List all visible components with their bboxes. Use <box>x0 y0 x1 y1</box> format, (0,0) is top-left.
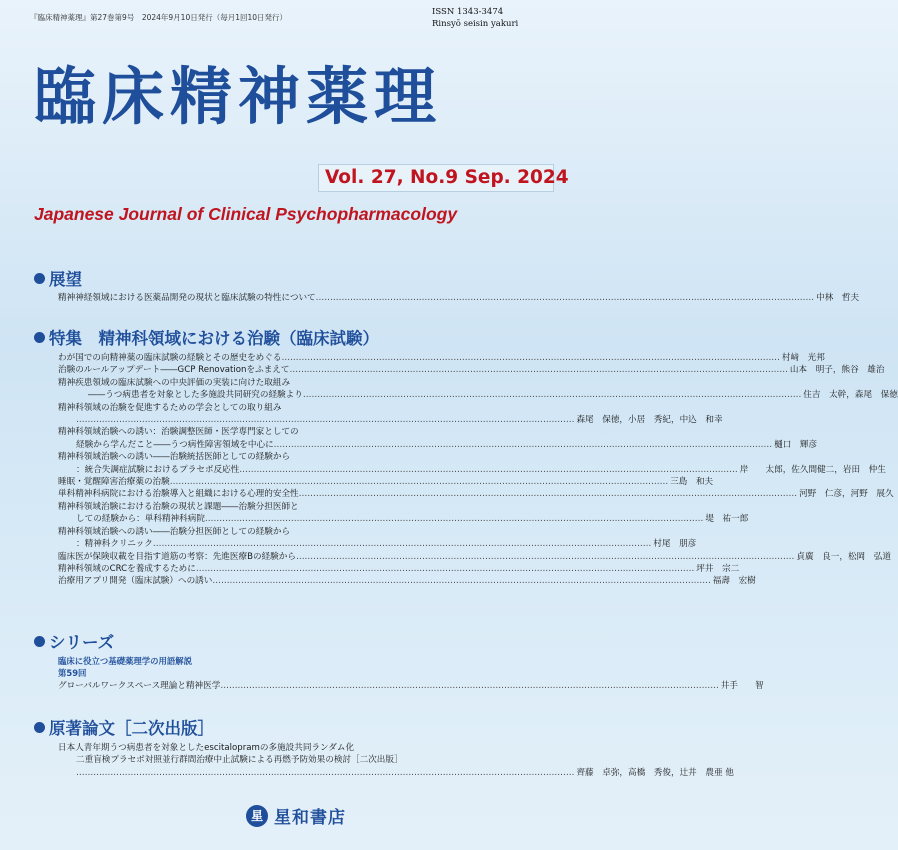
dot-leader <box>76 414 574 426</box>
entry-authors: 貞廣 良一，松岡 弘道 <box>796 551 891 562</box>
toc-entry <box>58 513 749 525</box>
toc-entry <box>58 538 697 550</box>
section-heading-tokushu: 特集 精神科領域における治験（臨床試験） <box>34 325 379 349</box>
dot-leader <box>205 513 703 525</box>
toc-entry <box>58 414 723 426</box>
toc-entry <box>58 563 740 575</box>
dot-leader <box>316 292 814 304</box>
entry-title: 精神科領域治験への誘い――治験分担医師としての経験から <box>58 526 291 537</box>
dot-leader <box>239 464 737 476</box>
entry-title: ――うつ病患者を対象とした多施設共同研究の経験より <box>88 390 303 401</box>
seiwa-logo-icon: 星 <box>246 805 268 827</box>
entry-title: 精神科領域のCRCを養成するために <box>58 563 196 574</box>
issn-block <box>432 6 518 30</box>
series-list <box>58 680 764 692</box>
toc-entry <box>58 754 528 766</box>
toc-entry <box>58 742 528 754</box>
entry-authors: 森尾 保徳，小居 秀紀，中込 和幸 <box>576 415 723 426</box>
toc-entry <box>58 551 891 563</box>
entry-authors: 福壽 宏樹 <box>712 576 756 587</box>
issn: ISSN 1343-3474 <box>432 7 504 17</box>
dot-leader <box>76 767 574 779</box>
dot-leader <box>212 575 710 587</box>
dot-leader <box>289 364 787 376</box>
entry-authors: 堤 祐一郎 <box>705 514 749 525</box>
dot-leader <box>170 476 668 488</box>
entry-title: 精神疾患領域の臨床試験への中央評価の実装に向けた取組み <box>58 377 291 388</box>
dot-leader <box>281 352 779 364</box>
entry-title: わが国での向精神薬の臨床試験の経験とその歴史をめぐる <box>58 353 282 363</box>
tokushu-list <box>58 352 898 588</box>
entry-title: 二重盲検プラセボ対照並行群間治療中止試験による再燃予防効果の検討［二次出版］ <box>76 755 403 766</box>
toc-entry <box>58 526 528 538</box>
entry-authors: 三島 和夫 <box>670 477 714 488</box>
toc-entry <box>58 389 898 401</box>
toc-entry <box>58 575 756 587</box>
section-heading-tenbo: 展望 <box>34 266 82 290</box>
entry-authors: 樋口 輝彦 <box>774 439 818 450</box>
toc-entry <box>58 426 528 438</box>
entry-title: 経験から学んだこと――うつ病性障害領域を中心に <box>76 439 274 450</box>
dot-leader <box>296 551 794 563</box>
volume-badge: Vol. 27, No.9 Sep. 2024 <box>318 164 554 192</box>
original-list <box>58 742 734 779</box>
entry-title: 精神科領域治験への誘い：治験調整医師・医学専門家としての <box>58 427 299 438</box>
entry-authors: 山本 明子，熊谷 雄治 <box>789 365 885 376</box>
journal-english-title: Japanese Journal of Clinical Psychopharmacology <box>34 204 458 224</box>
toc-entry <box>58 292 860 304</box>
dot-leader <box>274 439 772 451</box>
entry-title: 臨床医が保険収載を目指す道筋の考察：先進医療Bの経験から <box>58 551 296 562</box>
dot-leader <box>220 680 718 692</box>
entry-authors: 住吉 太幹，森尾 保徳 <box>803 390 898 401</box>
entry-authors: 村﨑 光邦 <box>781 353 825 363</box>
entry-authors: 井手 智 <box>720 680 764 691</box>
dot-leader <box>196 563 694 575</box>
issue-info-line: 『臨床精神薬理』第27巻第9号 2024年9月10日発行（毎月1回10日発行） <box>30 13 288 22</box>
dot-leader <box>299 488 797 500</box>
entry-title: 精神科領域の治験を促進するための学会としての取り組み <box>58 402 282 413</box>
bullet-icon <box>34 273 45 284</box>
section-heading-original: 原著論文［二次出版］ <box>34 715 214 739</box>
bullet-icon <box>34 636 45 647</box>
toc-entry <box>58 377 528 389</box>
publisher-name: 星和書店 <box>274 808 346 828</box>
entry-title: ：統合失調症試験におけるプラセボ反応性 <box>76 464 240 475</box>
bullet-icon <box>34 332 45 343</box>
entry-title: 単科精神科病院における治験導入と組織における心理的安全性 <box>58 489 299 500</box>
toc-entry <box>58 488 894 500</box>
entry-title: 精神神経領域における医薬品開発の現状と臨床試験の特性について <box>58 293 316 303</box>
bullet-icon <box>34 722 45 733</box>
entry-title: ：精神科クリニック <box>76 539 153 550</box>
entry-title: 精神科領域治験における治験の現状と課題――治験分担医師と <box>58 501 299 512</box>
entry-authors: 村尾 朋彦 <box>653 539 697 550</box>
entry-authors: 齊藤 卓弥，高橋 秀俊，辻井 農亜 他 <box>576 767 734 778</box>
dot-leader <box>153 538 651 550</box>
toc-entry <box>58 352 825 364</box>
series-number: 第59回 <box>58 668 87 679</box>
toc-entry <box>58 364 885 376</box>
entry-authors: 河野 仁彦，河野 展久 <box>799 489 894 500</box>
entry-title: グローバルワークスペース理論と精神医学 <box>58 680 221 691</box>
dot-leader <box>303 389 801 401</box>
entry-authors: 岸 太郎，佐久間健二，岩田 仲生 <box>739 464 886 475</box>
entry-authors: 中林 哲夫 <box>816 293 860 303</box>
tenbo-list <box>58 292 860 304</box>
toc-entry <box>58 767 734 779</box>
section-heading-series: シリーズ <box>34 629 114 653</box>
toc-entry <box>58 402 528 414</box>
romaji-title: Rinsyō seisin yakuri <box>432 19 519 29</box>
toc-entry <box>58 451 528 463</box>
entry-title: 治験のルールアップデート――GCP Renovationをふまえて <box>58 365 290 376</box>
toc-entry <box>58 501 528 513</box>
toc-entry <box>58 464 886 476</box>
entry-authors: 坪井 宗二 <box>696 563 740 574</box>
entry-title: 治療用アプリ開発（臨床試験）への誘い <box>58 576 213 587</box>
entry-title: 睡眠・覚醒障害治療薬の治験 <box>58 477 170 488</box>
series-block <box>58 655 764 692</box>
series-subtitle: 臨床に役立つ基礎薬理学の用語解説 <box>58 656 192 666</box>
publisher-logo <box>246 803 346 828</box>
entry-title: 日本人青年期うつ病患者を対象としたescitalopramの多施設共同ランダム化 <box>58 743 355 753</box>
toc-entry <box>58 439 818 451</box>
toc-entry <box>58 680 764 692</box>
entry-title: 精神科領域治験への誘い――治験統括医師としての経験から <box>58 452 291 463</box>
entry-title: しての経験から：単科精神科病院 <box>76 514 205 525</box>
journal-title: 臨床精神薬理 <box>34 60 443 133</box>
toc-entry <box>58 476 714 488</box>
